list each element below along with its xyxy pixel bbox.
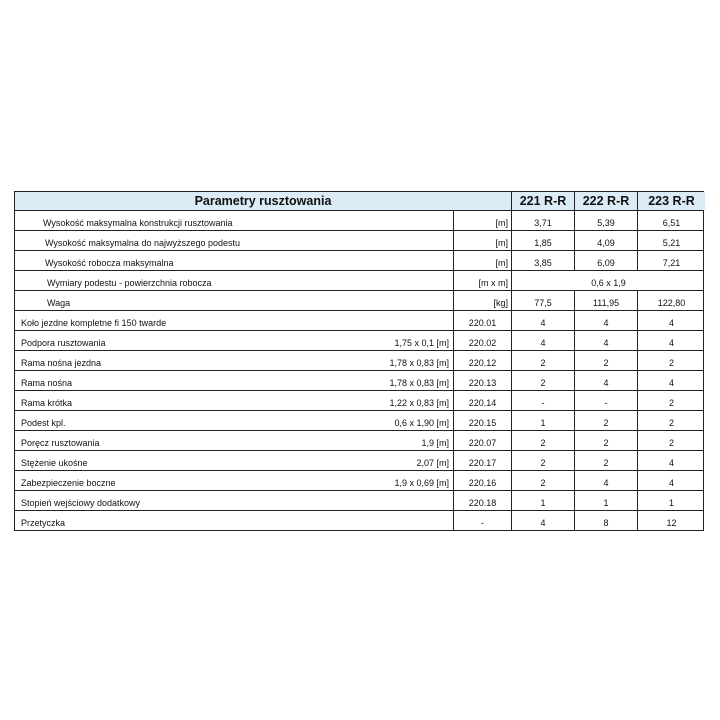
component-code: 220.17 [454, 451, 512, 470]
component-code: - [454, 511, 512, 530]
component-name-cell [15, 411, 454, 430]
quantity-221: 1 [512, 411, 575, 430]
quantity-222: 1 [575, 491, 638, 510]
component-row [14, 371, 704, 391]
table-header-row [14, 191, 704, 211]
quantity-223: 2 [668, 398, 674, 408]
value-223: 5,21 [662, 238, 681, 248]
parameter-unit: [m x m] [454, 271, 512, 290]
component-name-cell [15, 391, 454, 410]
quantity-223: 4 [668, 338, 674, 348]
component-row [14, 331, 704, 351]
component-dimensions: 1,78 x 0,83 [m] [389, 378, 449, 388]
quantity-222: 2 [575, 351, 638, 370]
component-name: Stężenie ukośne [21, 458, 88, 468]
component-name: Rama nośna jezdna [21, 358, 102, 368]
component-dimensions: 1,75 x 0,1 [m] [394, 338, 449, 348]
quantity-221: 2 [512, 431, 575, 450]
quantity-222: 4 [575, 471, 638, 490]
parameter-row [14, 251, 704, 271]
quantity-222: 4 [575, 331, 638, 350]
component-code: 220.18 [454, 491, 512, 510]
value-222: 4,09 [575, 231, 638, 250]
component-row [14, 351, 704, 371]
parameter-row [14, 291, 704, 311]
quantity-223: 12 [666, 518, 677, 528]
quantity-221: 1 [512, 491, 575, 510]
quantity-221: - [512, 391, 575, 410]
quantity-221: 4 [512, 311, 575, 330]
value-222: 6,09 [575, 251, 638, 270]
component-code: 220.01 [454, 311, 512, 330]
value-221: 77,5 [512, 291, 575, 310]
component-name: Poręcz rusztowania [21, 438, 100, 448]
quantity-223: 4 [668, 378, 674, 388]
component-code: 220.16 [454, 471, 512, 490]
component-dimensions: 0,6 x 1,90 [m] [394, 418, 449, 428]
component-name: Stopień wejściowy dodatkowy [21, 498, 141, 508]
quantity-222: 4 [575, 371, 638, 390]
quantity-222: 4 [575, 311, 638, 330]
component-row [14, 471, 704, 491]
quantity-223: 1 [668, 498, 674, 508]
component-row [14, 431, 704, 451]
quantity-223: 2 [668, 358, 674, 368]
quantity-222: - [575, 391, 638, 410]
component-name: Koło jezdne kompletne fi 150 twarde [21, 318, 167, 328]
quantity-223: 4 [668, 478, 674, 488]
scaffold-parameters-table [14, 191, 704, 531]
quantity-221: 2 [512, 371, 575, 390]
parameter-label: Wymiary podestu - powierzchnia robocza [15, 271, 454, 290]
component-name-cell [15, 471, 454, 490]
value-222: 111,95 [575, 291, 638, 310]
quantity-221: 2 [512, 351, 575, 370]
component-name: Podpora rusztowania [21, 338, 106, 348]
component-name-cell [15, 371, 454, 390]
model-header-221: 221 R-R [512, 192, 575, 210]
parameter-label: Waga [15, 291, 454, 310]
component-name: Podest kpl. [21, 418, 66, 428]
quantity-221: 4 [512, 331, 575, 350]
parameter-label: Wysokość maksymalna konstrukcji rusztowania [15, 211, 454, 230]
value-222: 5,39 [575, 211, 638, 230]
parameter-unit: [m] [454, 211, 512, 230]
component-name: Rama nośna [21, 378, 73, 388]
parameter-label: Wysokość robocza maksymalna [15, 251, 454, 270]
component-name-cell [15, 451, 454, 470]
quantity-221: 2 [512, 451, 575, 470]
component-row [14, 411, 704, 431]
parameter-unit: [m] [454, 251, 512, 270]
quantity-221: 4 [512, 511, 575, 530]
component-name-cell [15, 511, 454, 530]
value-221: 3,71 [512, 211, 575, 230]
merged-value: 0,6 x 1,9 [591, 278, 626, 288]
component-name: Przetyczka [21, 518, 66, 528]
component-dimensions: 1,22 x 0,83 [m] [389, 398, 449, 408]
quantity-223: 2 [668, 418, 674, 428]
component-dimensions: 2,07 [m] [416, 458, 449, 468]
parameter-unit: [m] [454, 231, 512, 250]
quantity-223: 2 [668, 438, 674, 448]
value-221: 1,85 [512, 231, 575, 250]
component-name: Rama krótka [21, 398, 73, 408]
component-code: 220.14 [454, 391, 512, 410]
component-code: 220.12 [454, 351, 512, 370]
component-name-cell [15, 351, 454, 370]
value-221: 3,85 [512, 251, 575, 270]
quantity-222: 2 [575, 451, 638, 470]
model-header-223: 223 R-R [638, 192, 705, 210]
value-223: 122,80 [657, 298, 686, 308]
component-name-cell [15, 491, 454, 510]
table-title: Parametry rusztowania [15, 192, 512, 210]
quantity-223: 4 [668, 318, 674, 328]
parameter-unit: [kg] [454, 291, 512, 310]
value-223: 6,51 [662, 218, 681, 228]
component-row [14, 311, 704, 331]
parameter-row [14, 211, 704, 231]
parameter-row [14, 271, 704, 291]
quantity-222: 8 [575, 511, 638, 530]
quantity-222: 2 [575, 431, 638, 450]
component-code: 220.13 [454, 371, 512, 390]
quantity-223: 4 [668, 458, 674, 468]
component-name-cell [15, 311, 454, 330]
component-dimensions: 1,9 [m] [421, 438, 449, 448]
component-row [14, 451, 704, 471]
component-dimensions: 1,78 x 0,83 [m] [389, 358, 449, 368]
component-name-cell [15, 331, 454, 350]
component-code: 220.15 [454, 411, 512, 430]
quantity-221: 2 [512, 471, 575, 490]
quantity-222: 2 [575, 411, 638, 430]
model-header-222: 222 R-R [575, 192, 638, 210]
component-name-cell [15, 431, 454, 450]
component-code: 220.02 [454, 331, 512, 350]
parameter-label: Wysokość maksymalna do najwyższego podestu [15, 231, 454, 250]
component-row [14, 511, 704, 531]
component-name: Zabezpieczenie boczne [21, 478, 116, 488]
component-row [14, 391, 704, 411]
value-223: 7,21 [662, 258, 681, 268]
component-row [14, 491, 704, 511]
component-code: 220.07 [454, 431, 512, 450]
parameter-row [14, 231, 704, 251]
component-dimensions: 1,9 x 0,69 [m] [394, 478, 449, 488]
